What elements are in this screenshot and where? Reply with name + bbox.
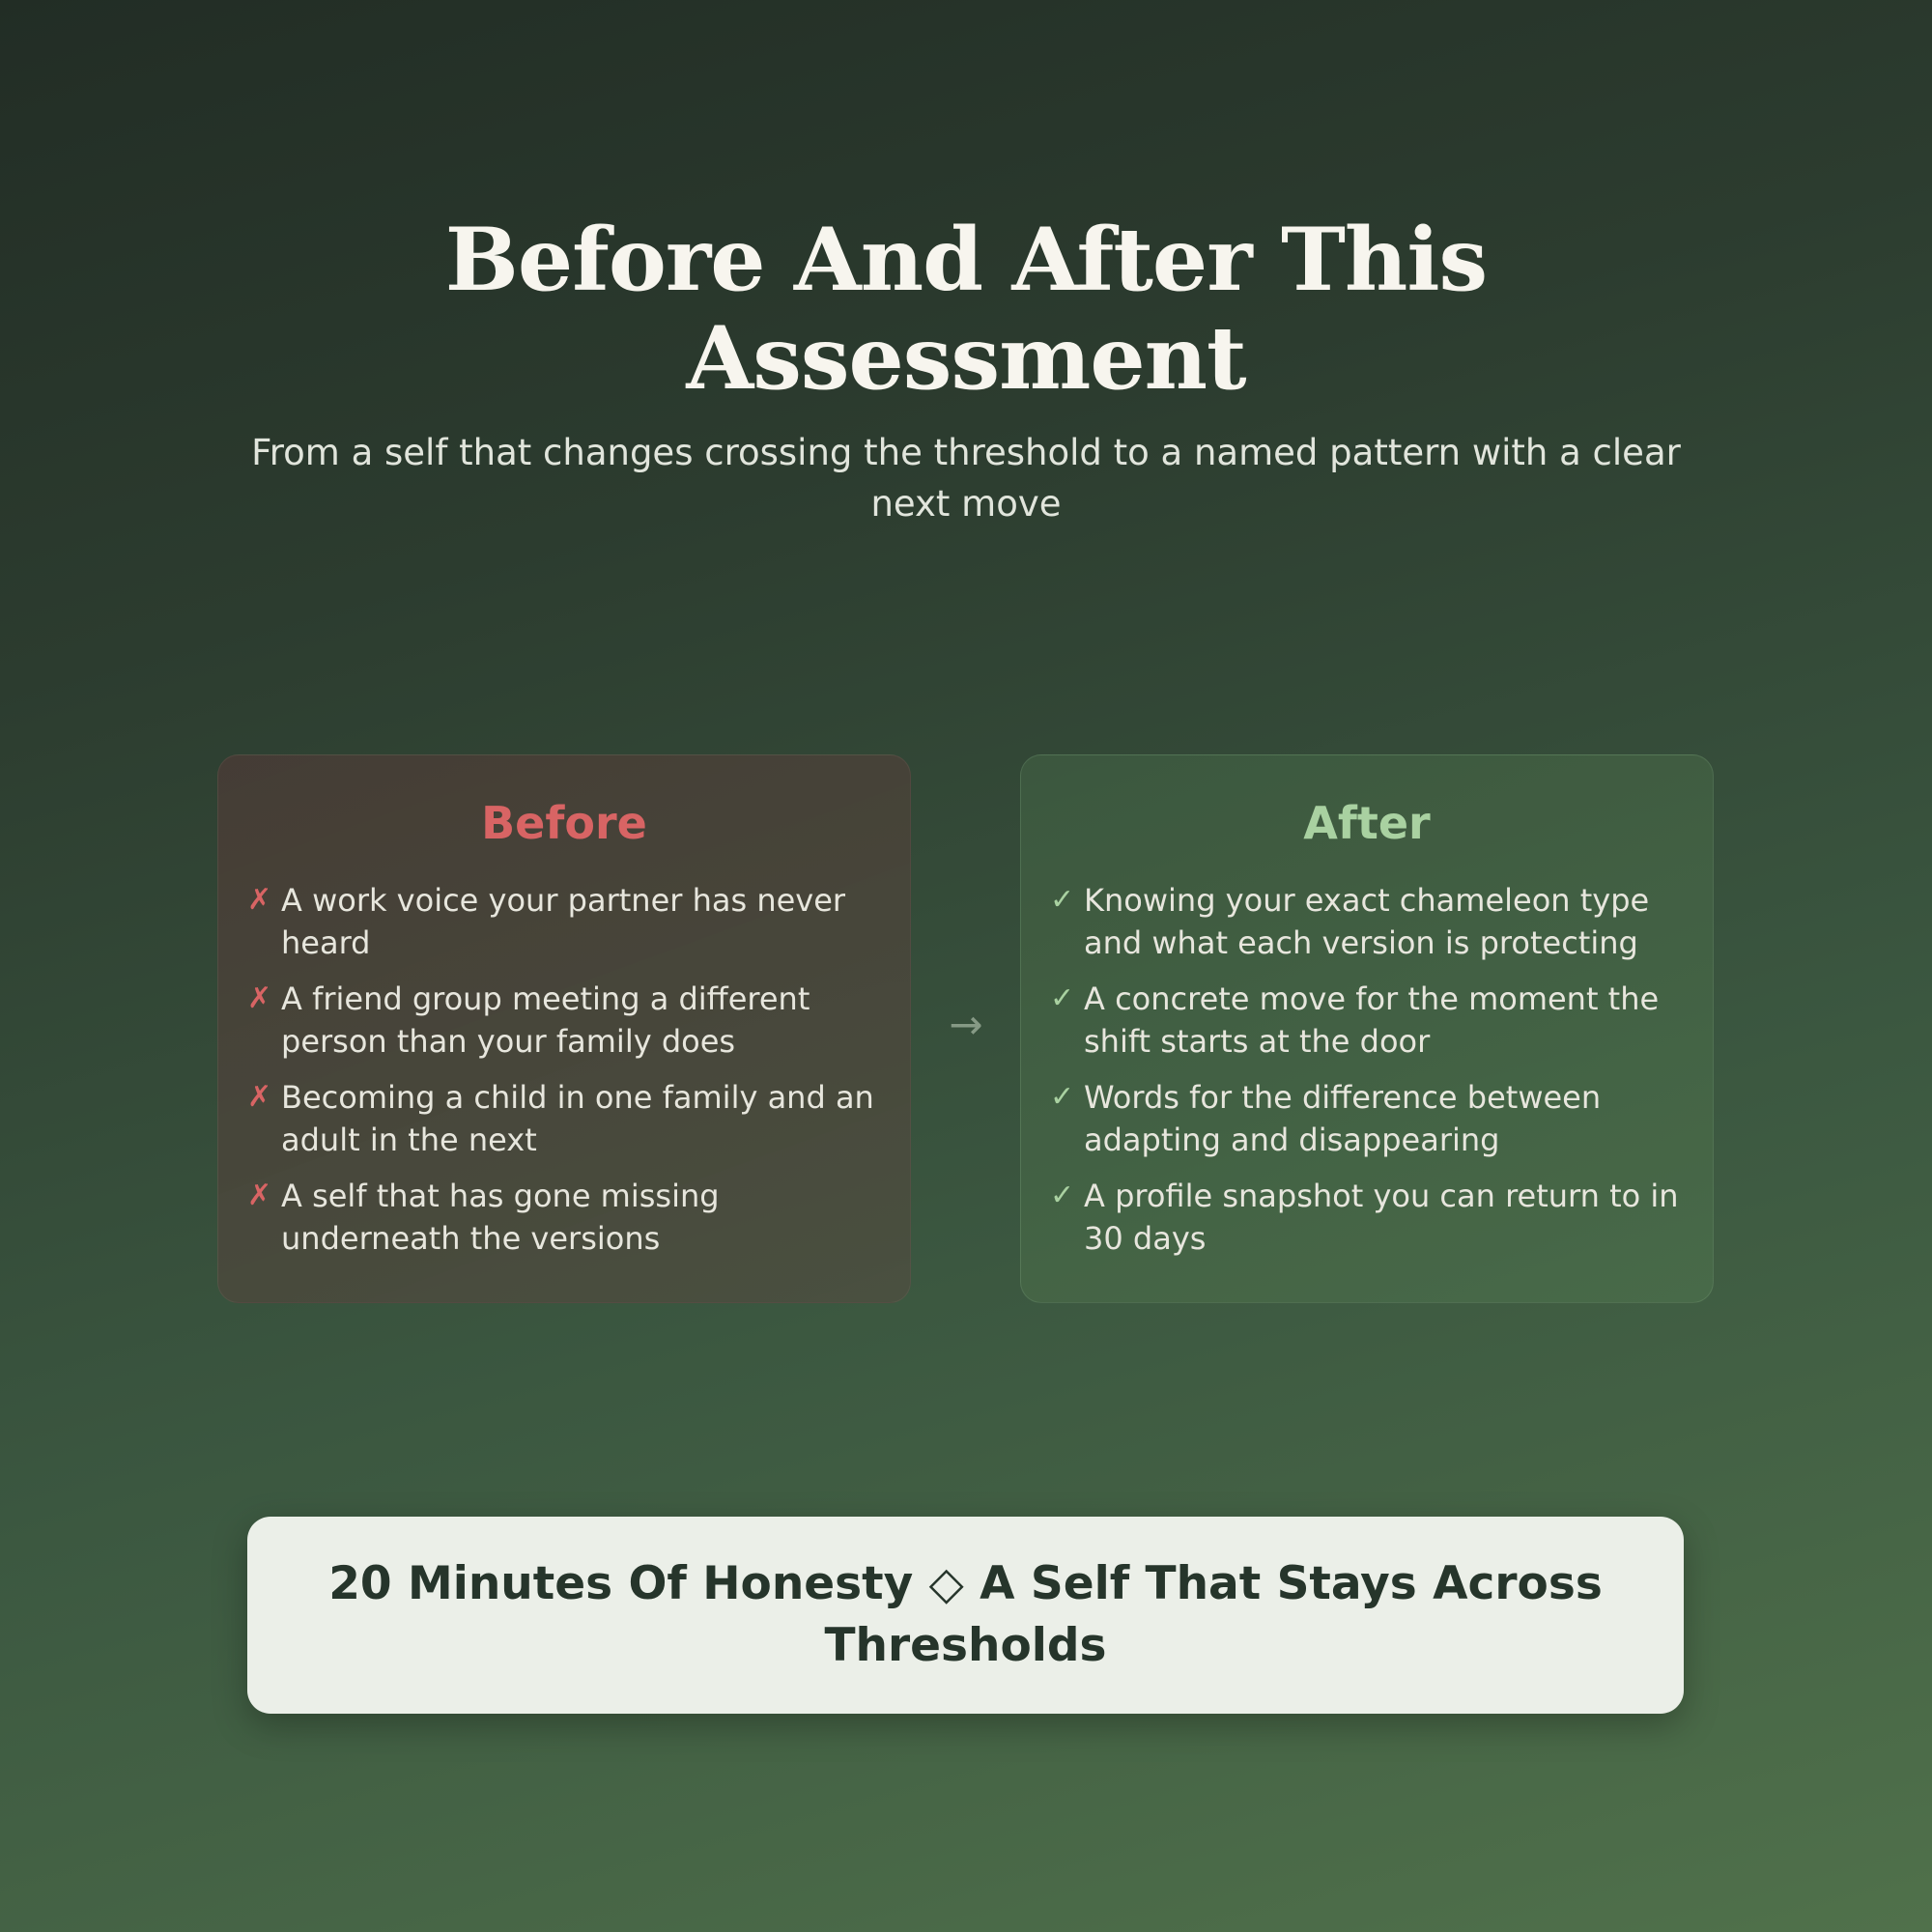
- cross-icon: ✗: [247, 883, 272, 917]
- after-item-text: A concrete move for the moment the shift starts at the door: [1084, 980, 1660, 1060]
- cta-banner[interactable]: [247, 1517, 1684, 1714]
- before-panel: [217, 754, 911, 1303]
- before-item: [247, 1076, 881, 1161]
- before-list: [247, 879, 881, 1260]
- before-heading: Before: [481, 797, 647, 849]
- after-heading: After: [1303, 797, 1431, 849]
- cross-icon: ✗: [247, 981, 272, 1015]
- check-icon: ✓: [1050, 1179, 1075, 1212]
- before-item: [247, 978, 881, 1063]
- after-item: [1050, 978, 1684, 1063]
- cross-icon: ✗: [247, 1080, 272, 1114]
- header: [193, 211, 1739, 529]
- after-item: [1050, 1076, 1684, 1161]
- cross-icon: ✗: [247, 1179, 272, 1212]
- before-item-text: A self that has gone missing underneath the versions: [281, 1178, 720, 1257]
- after-item-text: Words for the difference between adapting and disappearing: [1084, 1079, 1602, 1158]
- page-subtitle: From a self that changes crossing the threshold to a named pattern with a clear next move: [251, 432, 1681, 525]
- before-item: [247, 879, 881, 964]
- after-item-text: Knowing your exact chameleon type and what each version is protecting: [1084, 882, 1650, 961]
- before-item: [247, 1175, 881, 1260]
- before-item-text: A friend group meeting a different person than your family does: [281, 980, 810, 1060]
- comparison-panels: [217, 754, 1715, 1305]
- arrow-right-icon: →: [949, 1001, 983, 1048]
- after-item: [1050, 1175, 1684, 1260]
- page-title: Before And After This Assessment: [444, 209, 1488, 410]
- cta-text: 20 Minutes Of Honesty ◇ A Self That Stays Across Thresholds: [328, 1557, 1603, 1672]
- before-item-text: Becoming a child in one family and an adult in the next: [281, 1079, 874, 1158]
- after-list: [1050, 879, 1684, 1260]
- before-item-text: A work voice your partner has never heard: [281, 882, 846, 961]
- after-panel: [1020, 754, 1714, 1303]
- check-icon: ✓: [1050, 883, 1075, 917]
- after-item-text: A profile snapshot you can return to in 30 days: [1084, 1178, 1679, 1257]
- after-item: [1050, 879, 1684, 964]
- check-icon: ✓: [1050, 981, 1075, 1015]
- check-icon: ✓: [1050, 1080, 1075, 1114]
